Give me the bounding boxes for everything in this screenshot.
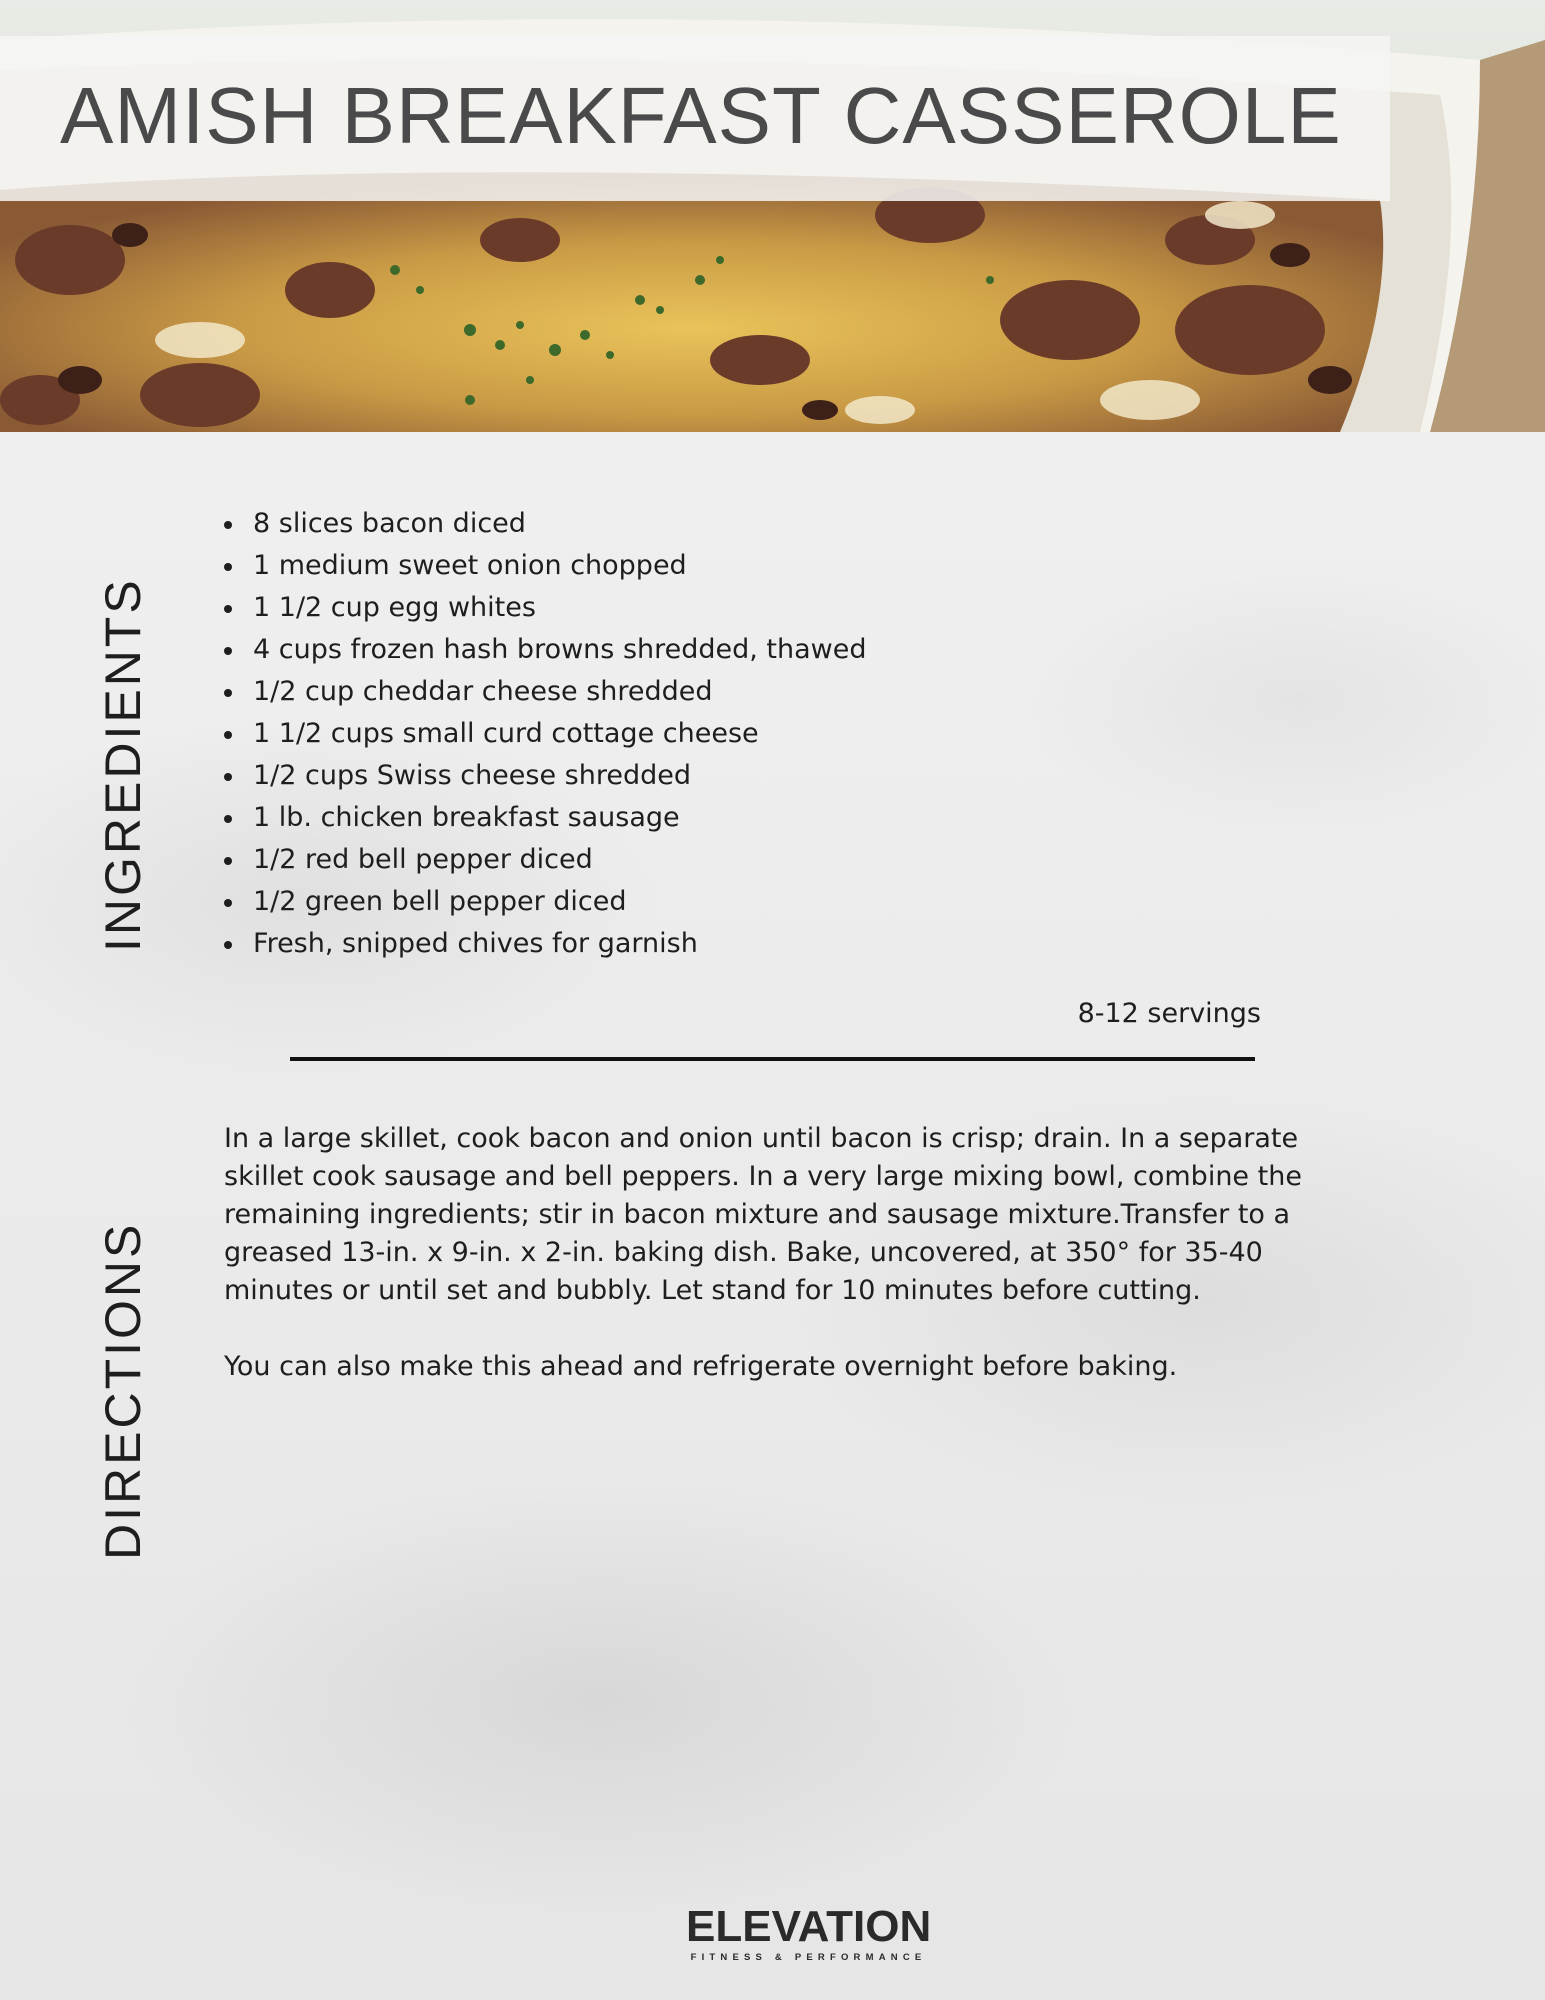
- directions-note: You can also make this ahead and refrigerate overnight before baking.: [224, 1351, 1178, 1382]
- page-title: AMISH BREAKFAST CASSEROLE: [60, 71, 1342, 160]
- directions-text: In a large skillet, cook bacon and onion until bacon is crisp; drain. In a separate skillet cook sausage and bell peppers. In a very large mixing bowl, combine the remaining ingredients; stir in bacon mixture and sausage mixture.Transfer to a greased 13-in. x 9-in. x 2-in. baking dish. Bake, uncovered, at 350° for 35-40 minutes or until set and bubbly. Let stand for 10 minutes before cutting.: [224, 1123, 1302, 1306]
- directions-heading: DIRECTIONS: [95, 1221, 151, 1560]
- ingredients-heading: INGREDIENTS: [95, 577, 151, 952]
- elevation-logo: [686, 1902, 932, 1963]
- ingredient-item: 1/2 cups Swiss cheese shredded: [222, 755, 867, 797]
- servings-count: 8-12 servings: [1077, 998, 1261, 1029]
- ingredient-item: 4 cups frozen hash browns shredded, thawed: [222, 629, 867, 671]
- section-divider: [290, 1057, 1255, 1061]
- hero-food-photo: [0, 0, 1545, 432]
- logo-tagline: FITNESS & PERFORMANCE: [690, 1952, 927, 1963]
- ingredients-list: [222, 503, 867, 965]
- ingredient-item: 1 1/2 cups small curd cottage cheese: [222, 713, 867, 755]
- ingredient-item: Fresh, snipped chives for garnish: [222, 923, 867, 965]
- ingredient-item: 1 lb. chicken breakfast sausage: [222, 797, 867, 839]
- ingredient-item: 1/2 green bell pepper diced: [222, 881, 867, 923]
- logo-wordmark: ELEVATION: [686, 1902, 932, 1951]
- ingredient-item: 1/2 red bell pepper diced: [222, 839, 867, 881]
- ingredient-item: 1 1/2 cup egg whites: [222, 587, 867, 629]
- ingredient-item: 1 medium sweet onion chopped: [222, 545, 867, 587]
- ingredient-item: 1/2 cup cheddar cheese shredded: [222, 671, 867, 713]
- ingredient-item: 8 slices bacon diced: [222, 503, 867, 545]
